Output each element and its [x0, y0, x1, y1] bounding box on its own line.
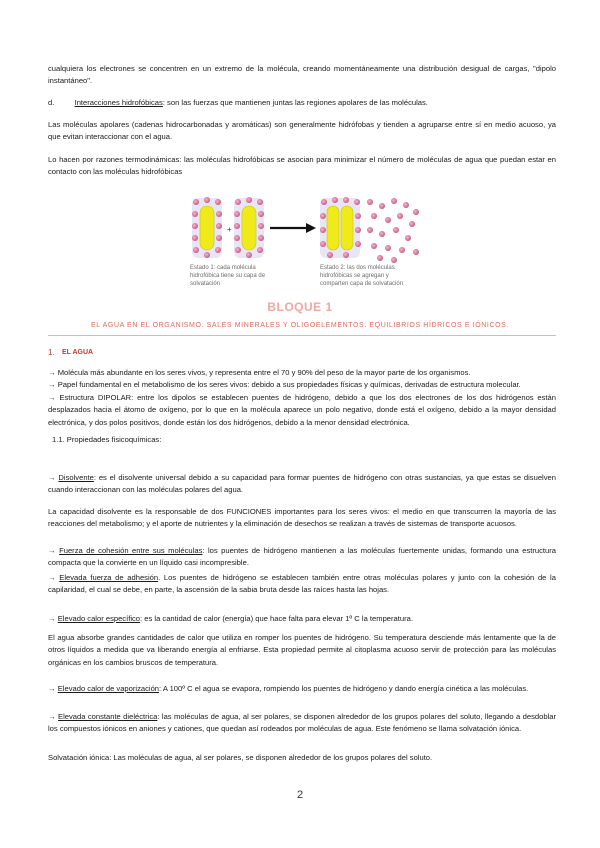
water-bullets [48, 367, 556, 429]
free-water-molecules [367, 198, 419, 263]
prop-adhesion: → Elevada fuerza de adhesión. Los puentes de hidrógeno se establecen también entre otras moléculas polares y junto con la cohesión de la capilaridad, el cual se debe, en parte, la ascensión de la sabia bruta desde las raíces hasta las hojas. [48, 573, 556, 595]
section-number: 1. [48, 348, 55, 357]
bullet-metabolism: → Papel fundamental en el metabolismo de los seres vivos: debido a sus propiedades físicas y químicas, derivadas de estructura molecular. [48, 380, 521, 390]
hydrophobic-definition: : son las fuerzas que mantienen juntas las regiones apolares de las moléculas. [162, 98, 428, 107]
list-item-number: d. [48, 98, 55, 107]
subsection-title: 1.1. Propiedades fisicoquímicas: [52, 435, 162, 444]
prop-cohesion: → Fuerza de cohesión entre sus moléculas: los puentes de hidrógeno mantienen a las moléculas fuertemente unidas, formando una estructura compacta que la convierte en un líquido casi incompresible. [48, 546, 556, 568]
continuation-paragraph: cualquiera los electrones se concentren en un extremo de la molécula, creando momentáneamente una distribución desigual de cargas, "dipolo instantáneo". [48, 64, 556, 86]
bloque-subtitle: EL AGUA EN EL ORGANISMO. SALES MINERALES Y OLIGOELEMENTOS. EQUILIBRIOS HÍDRICOS E IÓNICOS. [91, 322, 509, 329]
solvation-figure [190, 192, 420, 292]
arrow-icon: → [48, 380, 56, 390]
bullet-abundance: → Molécula más abundante en los seres vivos, y representa entre el 70 y 90% del peso de la mayor parte de los organismos. [48, 368, 471, 377]
bloque-title: BLOQUE 1 [267, 300, 333, 314]
transition-arrow-icon [270, 223, 316, 233]
section-divider [48, 335, 556, 336]
arrow-icon: → [48, 392, 56, 402]
section-title: EL AGUA [62, 349, 94, 356]
arrow-icon: → [48, 573, 56, 582]
arrow-icon: → [48, 546, 56, 555]
list-item-hydrophobic [48, 97, 556, 109]
arrow-icon: → [48, 368, 56, 377]
apolar-paragraph: Las moléculas apolares (cadenas hidrocarbonadas y aromáticas) son generalmente hidrófobas y tienden a agruparse entre sí en medio acuoso, ya que evitan interaccionar con el agua. [48, 120, 556, 142]
aggregated-molecules [320, 197, 361, 258]
solvation-diagram [190, 192, 420, 264]
arrow-icon: → [48, 473, 56, 482]
hydrophobic-term: Interacciones hidrofóbicas [74, 98, 163, 107]
arrow-icon: → [48, 614, 56, 623]
page-number: 2 [296, 789, 304, 801]
solvatacion-paragraph: Solvatación iónica: Las moléculas de agua, al ser polares, se disponen alrededor de los grupos polares del soluto. [48, 753, 433, 762]
arrow-icon: → [48, 684, 56, 693]
prop-disolvente: → Disolvente: es el disolvente universal debido a su capacidad para formar puentes de hidrógeno con otras sustancias, ya que estas se disuelven cuando interaccionan con las moléculas polares del agua. [48, 473, 556, 495]
plus-sign: + [227, 225, 232, 234]
thermo-paragraph: Lo hacen por razones termodinámicas: las moléculas hidrofóbicas se asocian para minimizar el número de moléculas de agua que puedan estar en contacto con las moléculas hidrofóbicas [48, 155, 556, 177]
bullet-dipolar: → Estructura DIPOLAR: entre los dipolos se establecen puentes de hidrógeno, debido a que los dos electrones de los dos hidrógenos están desplazados hacia el átomo de oxígeno, por lo que en la molécula aparece un polo negativo, donde está el oxígeno, debido a la mayor densidad electrónica, y dos polos positivos, donde están los dos hidrógenos, debido a la menor densidad electrónica. [48, 392, 556, 427]
hydrophobic-molecule-b [234, 197, 264, 258]
prop-calor-especifico: → Elevado calor específico: es la cantidad de calor (energía) que hace falta para elevar 1º C la temperatura. [48, 614, 413, 623]
prop-vaporizacion: → Elevado calor de vaporización: A 100º C el agua se evapora, rompiendo los puentes de hidrógeno y dando energía cinética a las moléculas. [48, 684, 529, 693]
absorbe-paragraph: El agua absorbe grandes cantidades de calor que utiliza en romper los puentes de hidrógeno. Su temperatura desciende más lentamente que la de otros líquidos a medida que va liberando energía al enfriarse. Esta propiedad permite al citoplasma acuoso servir de protección para las moléculas orgánicas en los cambios bruscos de temperatura. [48, 633, 556, 667]
figure-caption-state-1: Estado 1: cada molécula hidrofóbica tiene su capa de solvatación [190, 265, 266, 287]
prop-dielectrica: → Elevada constante dieléctrica: las moléculas de agua, al ser polares, se disponen alrededor de los grupos polares del soluto, llegando a desdoblar los compuestos iónicos en aniones y cationes, que quedan así rodeados por moléculas de agua. Este fenómeno se llama solvatación iónica. [48, 712, 556, 734]
figure-caption-state-2: Estado 2: las dos moléculas hidrofóbicas se agregan y comparten capa de solvatación [320, 265, 404, 287]
hydrophobic-molecule-a [192, 197, 222, 258]
arrow-icon: → [48, 712, 56, 721]
capacidad-paragraph: La capacidad disolvente es la responsable de dos FUNCIONES importantes para los seres vivos: el medio en que transcurren la mayoría de las reacciones del metabolismo; y el aporte de nutrientes y la eliminación de desechos se realizan a través de sistemas de transporte acuosos. [48, 507, 556, 529]
